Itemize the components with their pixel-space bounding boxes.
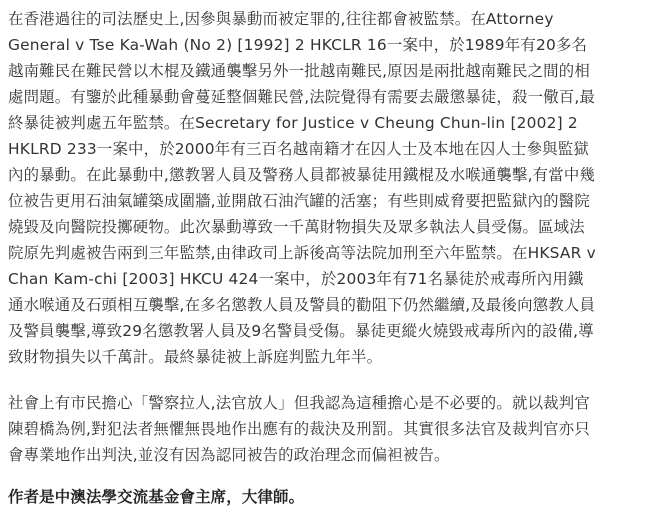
text-line: 社會上有市民擔心「警察拉人,法官放人」但我認為這種擔心是不必要的。就以裁判官 bbox=[8, 394, 590, 412]
text-line: General v Tse Ka-Wah (No 2) [1992] 2 HKCLR 16一案中，於1989年有20多名 bbox=[8, 36, 588, 54]
article-body bbox=[8, 6, 659, 510]
text-line: 燒毀及向醫院投擲硬物。此次暴動導致一千萬財物損失及眾多執法人員受傷。區域法 bbox=[8, 218, 585, 236]
text-line: HKLRD 233一案中，於2000年有三百名越南籍才在囚人士及本地在囚人士參與監獄 bbox=[8, 140, 589, 158]
text-line: 位被告更用石油氣罐築成圍牆,並開啟石油汽罐的活塞；有些則威脅要把監獄內的醫院 bbox=[8, 192, 590, 210]
paragraph-2 bbox=[8, 390, 659, 468]
text-line: 陳碧橋為例,對犯法者無懼無畏地作出應有的裁決及刑罰。其實很多法官及裁判官亦只 bbox=[8, 420, 590, 438]
text-line: 內的暴動。在此暴動中,懲教署人員及警務人員都被暴徒用鐵棍及水喉通襲擊,有當中幾 bbox=[8, 166, 596, 184]
paragraph-1 bbox=[8, 6, 659, 370]
text-line: 通水喉通及石頭相互襲擊,在多名懲教人員及警員的勸阻下仍然繼續,及最後向懲教人員 bbox=[8, 296, 596, 314]
author-paragraph bbox=[8, 484, 659, 510]
text-line: 致財物損失以千萬計。最終暴徒被上訴庭判監九年半。 bbox=[8, 348, 383, 366]
text-line: 終暴徒被判處五年監禁。在Secretary for Justice v Cheung Chun-lin [2002] 2 bbox=[8, 114, 578, 132]
text-line: 處問題。有鑒於此種暴動會蔓延整個難民營,法院覺得有需要去嚴懲暴徒，殺一儆百,最 bbox=[8, 88, 596, 106]
text-line: Chan Kam-chi [2003] HKCU 424一案中，於2003年有71名暴徒於戒毒所內用鐵 bbox=[8, 270, 584, 288]
text-line: 院原先判處被告兩到三年監禁,由律政司上訴後高等法院加刑至六年監禁。在HKSAR v bbox=[8, 244, 596, 262]
author-note: 作者是中澳法學交流基金會主席，大律師。 bbox=[8, 488, 305, 506]
text-line: 及警員襲擊,導致29名懲教署人員及9名警員受傷。暴徒更縱火燒毀戒毒所內的設備,導 bbox=[8, 322, 594, 340]
text-line: 越南難民在難民營以木棍及鐵通襲擊另外一批越南難民,原因是兩批越南難民之間的相 bbox=[8, 62, 590, 80]
text-line: 會專業地作出判決,並沒有因為認同被告的政治理念而偏袒被告。 bbox=[8, 446, 450, 464]
text-line: 在香港過往的司法歷史上,因參與暴動而被定罪的,往往都會被監禁。在Attorney bbox=[8, 10, 554, 28]
